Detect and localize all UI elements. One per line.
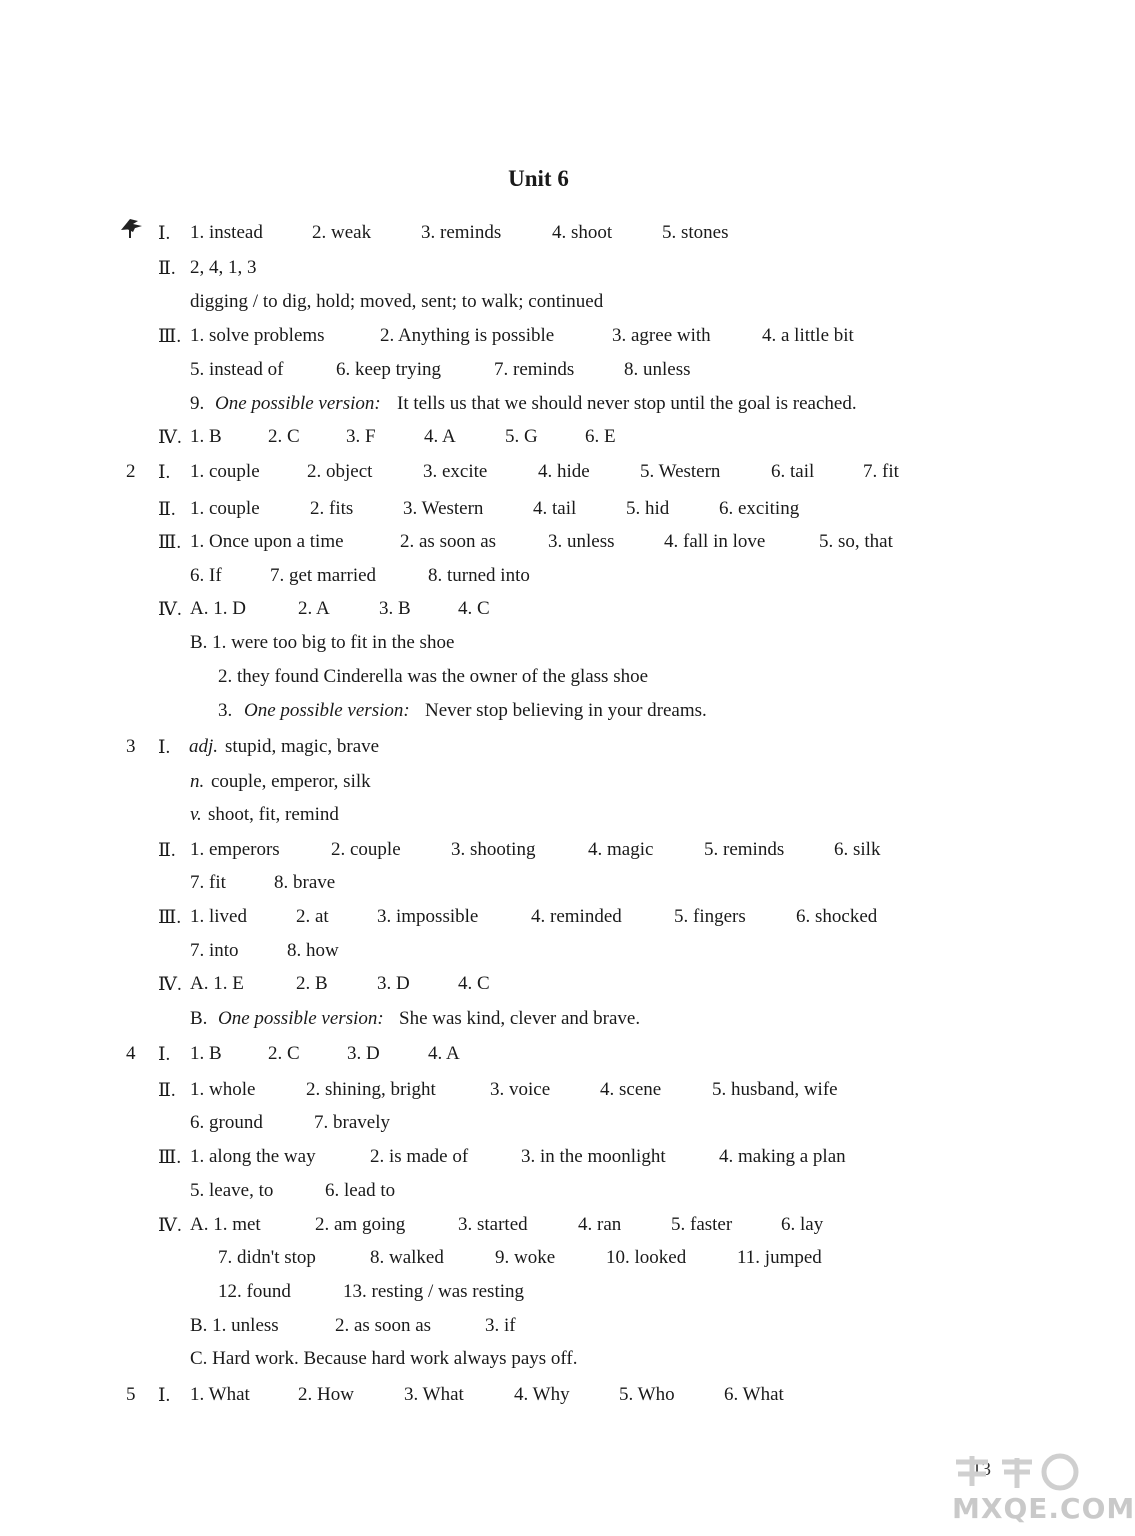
answer-item: 3. bbox=[218, 700, 233, 721]
answer-item: 4. fall in love bbox=[664, 531, 766, 552]
answer-item: stupid, magic, brave bbox=[225, 736, 380, 757]
answer-item: 3. excite bbox=[423, 461, 488, 482]
answer-item: shoot, fit, remind bbox=[208, 804, 339, 825]
answer-item: Ⅲ. bbox=[158, 532, 182, 553]
answer-item: B. 1. were too big to fit in the shoe bbox=[190, 632, 455, 653]
answer-item: A. 1. met bbox=[190, 1214, 261, 1235]
answer-item: 7. fit bbox=[190, 872, 226, 893]
answer-item: 4. ran bbox=[578, 1214, 622, 1235]
answer-item: 5. husband, wife bbox=[712, 1079, 838, 1100]
answer-item: 4. making a plan bbox=[719, 1146, 846, 1167]
answer-item: Ⅱ. bbox=[158, 840, 176, 861]
answer-item: A. 1. E bbox=[190, 973, 244, 994]
answer-item: 5. hid bbox=[626, 498, 670, 519]
answer-item: 1. whole bbox=[190, 1079, 256, 1100]
answer-item: 7. didn't stop bbox=[218, 1247, 316, 1268]
answer-item: 13. resting / was resting bbox=[343, 1281, 525, 1302]
answer-item: 4. C bbox=[458, 598, 490, 619]
answer-item: C. Hard work. Because hard work always pays off. bbox=[190, 1348, 578, 1369]
answer-item: 1. emperors bbox=[190, 839, 280, 860]
answer-item: 4. magic bbox=[588, 839, 654, 860]
answer-item: Ⅲ. bbox=[158, 326, 182, 347]
answer-item: 8. turned into bbox=[428, 565, 530, 586]
pen-bookmark-icon bbox=[118, 216, 148, 240]
answer-item: 5. reminds bbox=[704, 839, 785, 860]
answer-item: 7. fit bbox=[863, 461, 899, 482]
answer-item: 3. started bbox=[458, 1214, 528, 1235]
answer-item: 6. silk bbox=[834, 839, 881, 860]
answer-item: 10. looked bbox=[606, 1247, 687, 1268]
answer-item: 5. instead of bbox=[190, 359, 284, 380]
answer-item: 1. B bbox=[190, 1043, 222, 1064]
answer-item: 3. agree with bbox=[612, 325, 711, 346]
answer-item: 2. at bbox=[296, 906, 329, 927]
answer-item: 3. F bbox=[346, 426, 376, 447]
answer-item: Ⅱ. bbox=[158, 258, 176, 279]
answer-item: 6. lead to bbox=[325, 1180, 396, 1201]
answer-item: 6. What bbox=[724, 1384, 784, 1405]
answer-item: 5. G bbox=[505, 426, 538, 447]
answer-item: It tells us that we should never stop until the goal is reached. bbox=[397, 393, 857, 414]
answer-item: 12. found bbox=[218, 1281, 291, 1302]
answer-item: 4. C bbox=[458, 973, 490, 994]
answer-item: 2. as soon as bbox=[400, 531, 497, 552]
answer-item: 8. brave bbox=[274, 872, 336, 893]
answer-item: Never stop believing in your dreams. bbox=[425, 700, 707, 721]
answer-item: 6. keep trying bbox=[336, 359, 442, 380]
answer-item: Ⅳ. bbox=[158, 427, 182, 448]
answer-item: 8. walked bbox=[370, 1247, 444, 1268]
answer-item: 1. solve problems bbox=[190, 325, 325, 346]
answer-item: 4. scene bbox=[600, 1079, 662, 1100]
answer-item: 7. get married bbox=[270, 565, 377, 586]
answer-item: 5. Who bbox=[619, 1384, 675, 1405]
section-number: 2 bbox=[126, 461, 136, 482]
answer-item: 3. voice bbox=[490, 1079, 551, 1100]
answer-item: 9. woke bbox=[495, 1247, 556, 1268]
answer-item: 3. unless bbox=[548, 531, 615, 552]
answer-item: B. 1. unless bbox=[190, 1315, 279, 1336]
answer-item: 5. stones bbox=[662, 222, 729, 243]
answer-item: Ⅰ. bbox=[158, 737, 171, 758]
answer-item: 3. if bbox=[485, 1315, 516, 1336]
answer-item: 2. C bbox=[268, 1043, 300, 1064]
answer-item: B. bbox=[190, 1008, 208, 1029]
answer-item: 2. Anything is possible bbox=[380, 325, 555, 346]
answer-item: 2. weak bbox=[312, 222, 372, 243]
answer-item: 4. hide bbox=[538, 461, 590, 482]
answer-item: 2. am going bbox=[315, 1214, 406, 1235]
answer-item: Ⅰ. bbox=[158, 1044, 171, 1065]
answer-item: One possible version: bbox=[244, 700, 410, 721]
section-number: 4 bbox=[126, 1043, 136, 1064]
page-number: 13 bbox=[972, 1459, 991, 1480]
answer-item: 1. Once upon a time bbox=[190, 531, 344, 552]
answer-item: digging / to dig, hold; moved, sent; to walk; continued bbox=[190, 291, 604, 312]
answer-item: One possible version: bbox=[218, 1008, 384, 1029]
answer-item: Ⅰ. bbox=[158, 1385, 171, 1406]
answer-item: 1. along the way bbox=[190, 1146, 316, 1167]
answer-item: couple, emperor, silk bbox=[211, 771, 371, 792]
answer-item: 2. B bbox=[296, 973, 328, 994]
answer-item: 9. bbox=[190, 393, 205, 414]
answer-item: 5. Western bbox=[640, 461, 721, 482]
answer-item: 2. fits bbox=[310, 498, 354, 519]
answer-item: 8. unless bbox=[624, 359, 691, 380]
answer-item: adj. bbox=[189, 736, 219, 757]
answer-item: 2. C bbox=[268, 426, 300, 447]
answer-item: 5. leave, to bbox=[190, 1180, 274, 1201]
answer-item: 2. shining, bright bbox=[306, 1079, 436, 1100]
answer-item: Ⅱ. bbox=[158, 1080, 176, 1101]
answer-item: Ⅲ. bbox=[158, 1147, 182, 1168]
answer-item: 3. impossible bbox=[377, 906, 479, 927]
answer-item: 4. A bbox=[424, 426, 456, 447]
answer-item: Ⅳ. bbox=[158, 1215, 182, 1236]
answer-item: Ⅳ. bbox=[158, 974, 182, 995]
answer-item: 1. B bbox=[190, 426, 222, 447]
answer-item: 5. faster bbox=[671, 1214, 733, 1235]
answer-item: Ⅱ. bbox=[158, 499, 176, 520]
answer-item: Ⅰ. bbox=[158, 223, 171, 244]
answer-item: 4. a little bit bbox=[762, 325, 854, 346]
watermark-text: MXQE.COM bbox=[952, 1492, 1135, 1525]
answer-item: 4. reminded bbox=[531, 906, 622, 927]
answer-item: 5. fingers bbox=[674, 906, 746, 927]
answer-item: 2. as soon as bbox=[335, 1315, 432, 1336]
answer-item: Ⅰ. bbox=[158, 462, 171, 483]
section-number: 5 bbox=[126, 1384, 136, 1405]
answer-item: 3. D bbox=[377, 973, 410, 994]
answer-item: 2. object bbox=[307, 461, 373, 482]
answer-item: 4. A bbox=[428, 1043, 460, 1064]
answer-item: 3. What bbox=[404, 1384, 464, 1405]
answer-item: She was kind, clever and brave. bbox=[399, 1008, 641, 1029]
answer-item: 4. shoot bbox=[552, 222, 613, 243]
answer-item: 7. into bbox=[190, 940, 239, 961]
answer-item: 2. couple bbox=[331, 839, 401, 860]
answer-item: 6. lay bbox=[781, 1214, 824, 1235]
answer-item: 4. tail bbox=[533, 498, 577, 519]
answer-item: 8. how bbox=[287, 940, 339, 961]
page-title: Unit 6 bbox=[508, 166, 569, 191]
answer-item: 3. B bbox=[379, 598, 411, 619]
answer-item: 5. so, that bbox=[819, 531, 893, 552]
answer-item: 3. reminds bbox=[421, 222, 502, 243]
answer-item: 6. If bbox=[190, 565, 222, 586]
answer-item: 2. they found Cinderella was the owner of the glass shoe bbox=[218, 666, 649, 687]
answer-item: 11. jumped bbox=[737, 1247, 822, 1268]
answer-item: 7. bravely bbox=[314, 1112, 390, 1133]
answer-item: 6. tail bbox=[771, 461, 815, 482]
answer-item: Ⅲ. bbox=[158, 907, 182, 928]
answer-item: 6. shocked bbox=[796, 906, 878, 927]
answer-item: One possible version: bbox=[215, 393, 381, 414]
answer-item: 4. Why bbox=[514, 1384, 570, 1405]
answer-item: 2. A bbox=[298, 598, 330, 619]
answer-item: 1. couple bbox=[190, 461, 260, 482]
answer-item: A. 1. D bbox=[190, 598, 246, 619]
section-number: 3 bbox=[126, 736, 136, 757]
answer-item: n. bbox=[190, 771, 205, 792]
answer-item: 7. reminds bbox=[494, 359, 575, 380]
answer-item: 1. lived bbox=[190, 906, 247, 927]
answer-item: 6. exciting bbox=[719, 498, 800, 519]
answer-item: 3. Western bbox=[403, 498, 484, 519]
answer-item: 2. is made of bbox=[370, 1146, 469, 1167]
answer-item: 1. What bbox=[190, 1384, 250, 1405]
answer-item: 3. D bbox=[347, 1043, 380, 1064]
answer-item: 1. instead bbox=[190, 222, 263, 243]
answer-item: v. bbox=[190, 804, 202, 825]
answer-item: 2, 4, 1, 3 bbox=[190, 257, 257, 278]
answer-item: 3. in the moonlight bbox=[521, 1146, 666, 1167]
answer-item: Ⅳ. bbox=[158, 599, 182, 620]
answer-item: 6. E bbox=[585, 426, 616, 447]
answer-item: 6. ground bbox=[190, 1112, 263, 1133]
answer-item: 1. couple bbox=[190, 498, 260, 519]
answer-item: 3. shooting bbox=[451, 839, 536, 860]
answer-item: 2. How bbox=[298, 1384, 354, 1405]
